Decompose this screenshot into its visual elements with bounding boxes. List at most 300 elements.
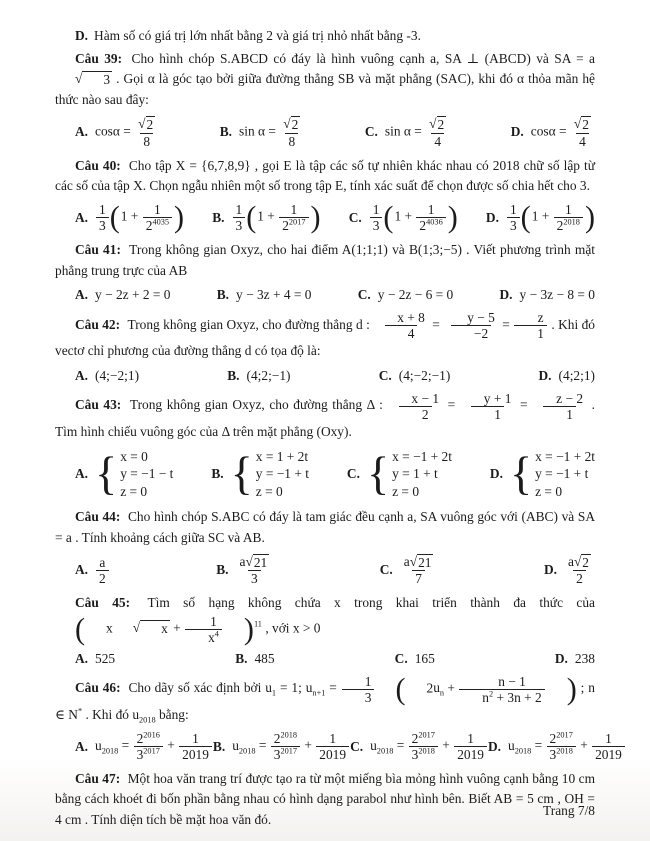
option-value: 165 <box>414 650 435 666</box>
paren-content: 1 + $\frac{1}{2^{2017}}$ <box>256 202 310 233</box>
option-letter: B. <box>212 738 226 754</box>
answer-option <box>216 554 273 586</box>
option-letter: D. <box>538 367 552 383</box>
fraction <box>533 391 586 422</box>
denominator: 1 <box>471 406 504 422</box>
numerator <box>280 116 303 132</box>
superscript: 2016 <box>143 730 160 740</box>
page-number: Trang 7/8 <box>543 803 595 818</box>
denominator: 1 <box>514 325 547 341</box>
power-expression: $2^{2017}$ <box>549 730 573 747</box>
subscript: 2018 <box>238 746 256 756</box>
system-line: z = 0 <box>120 483 148 499</box>
paren-content: 1 + $\frac{1}{2^{4036}}$ <box>393 202 447 233</box>
option-letter: C. <box>357 287 371 303</box>
system-line: y = 1 + t <box>392 466 438 482</box>
option-letter: B. <box>219 124 233 140</box>
system-brace-icon: { <box>366 448 390 500</box>
answer-option <box>544 554 595 586</box>
close-paren: ) <box>243 611 254 646</box>
options-row <box>55 554 595 586</box>
question-body: Cho tập X = {6,7,8,9} , gọi E là tập các số tự nhiên khác nhau có 2018 chữ số lập từ các số của tập X. Chọn ngẫu nhiên một số trong tập E, tính xác suất để chọn được số chia hết cho 3. <box>55 157 596 194</box>
radicand: 2 <box>582 554 589 570</box>
denominator <box>185 629 222 645</box>
paren-content: 1 + $\frac{1}{2^{2018}}$ <box>531 202 585 233</box>
answer-option <box>75 651 115 667</box>
superscript: 2017 <box>288 217 306 227</box>
option-value: $u_{2018}$ = $\frac{2^{2017}}{3^{2018}}$ + $\frac{1}{2019}$ <box>508 731 626 762</box>
question-body: Cho hình chóp S.ABCD có đáy là hình vuông cạnh a, SA ⊥ (ABCD) và SA = a √ 3 . Gọi α là góc tạo bởi giữa đường thẳng SB và mặt phẳng (SAC), khi đó α thỏa mãn hệ thức nào sau đây: <box>55 51 595 107</box>
fraction <box>416 202 445 233</box>
system-line: x = 0 <box>120 448 148 464</box>
question-text <box>55 156 595 197</box>
superscript: 2018 <box>280 730 298 740</box>
option-letter: C. <box>348 209 362 225</box>
system-line: x = 1 + 2t <box>255 448 309 464</box>
sqrt-expression <box>245 554 269 570</box>
numerator: y − 5 <box>467 310 495 326</box>
option-value <box>232 202 321 233</box>
question-label: Câu 46: <box>75 680 125 696</box>
options-row <box>55 368 595 384</box>
superscript: 2017 <box>556 730 573 740</box>
option-letter: C. <box>379 562 393 578</box>
answer-option <box>75 287 171 303</box>
option-letter: D. <box>543 562 557 578</box>
question-text <box>55 507 595 548</box>
fraction <box>96 555 109 586</box>
fraction <box>454 731 487 762</box>
option-letter: B. <box>216 562 229 578</box>
system-line: y = −1 + t <box>255 466 309 482</box>
system-brace-icon: { <box>230 448 253 500</box>
numerator: 1 <box>372 202 380 218</box>
numerator: y + 1 <box>483 390 512 406</box>
numerator: z <box>537 310 544 326</box>
fraction <box>461 391 515 422</box>
subscript-expression: $u_n$ <box>433 680 445 698</box>
subscript-expression: $u_{2018}$ <box>95 737 119 756</box>
numerator: 1 <box>99 202 106 218</box>
answer-option <box>75 555 110 586</box>
denominator: 4 <box>431 133 444 149</box>
answer-option <box>211 448 309 500</box>
question-label: Câu 43: <box>75 397 126 413</box>
answer-option <box>379 368 451 384</box>
paren-group <box>521 202 595 233</box>
option-value: 525 <box>95 650 116 666</box>
numerator: 1 <box>509 202 517 218</box>
power-expression: $2^{2018}$ <box>556 217 580 234</box>
question-block <box>55 49 595 149</box>
question-text <box>55 391 595 442</box>
radicand: 2 <box>146 117 154 133</box>
equation-system <box>95 448 173 500</box>
fraction <box>134 731 163 762</box>
fraction <box>409 731 438 762</box>
denominator: 3 <box>507 217 520 233</box>
option-letter: A. <box>75 738 89 754</box>
question-label: Câu 44: <box>75 509 124 525</box>
option-letter: A. <box>75 124 89 140</box>
option-value: (4;2;1) <box>558 367 595 383</box>
denominator <box>409 746 438 762</box>
subscript: 2018 <box>514 746 532 756</box>
radical-icon: √ <box>132 620 141 636</box>
radical-icon: √ <box>429 116 437 132</box>
radical-icon: √ <box>573 116 582 132</box>
sqrt-expression <box>55 71 112 87</box>
superscript: 2018 <box>418 746 435 756</box>
close-paren: ) <box>447 200 458 235</box>
power-expression: $n^2$ <box>482 689 494 705</box>
option-letter: A. <box>75 466 89 482</box>
answer-option <box>347 448 452 500</box>
close-paren: ) <box>310 200 321 235</box>
question-block <box>55 593 595 666</box>
system-lines <box>120 448 173 500</box>
close-paren: ) <box>566 671 577 706</box>
option-letter: D. <box>487 738 501 754</box>
subscript-expression: $u_1$ <box>265 680 277 698</box>
denominator: 2 <box>399 406 432 422</box>
sqrt-expression <box>283 116 300 132</box>
paren-content: 1 + $\frac{1}{2^{4035}}$ <box>120 202 174 233</box>
numerator: z − 2 <box>556 390 584 406</box>
option-value: cosα = √ 2 4 <box>531 116 595 148</box>
superscript: 4036 <box>426 217 443 227</box>
option-value: $u_{2018}$ = $\frac{2^{2016}}{3^{2017}}$ + $\frac{1}{2019}$ <box>95 731 213 762</box>
numerator <box>134 731 163 746</box>
question-block <box>55 156 595 234</box>
denominator: 3 <box>96 217 109 233</box>
answer-option <box>350 731 488 762</box>
fraction <box>279 202 308 233</box>
option-letter: B. <box>211 466 224 482</box>
question-label: Câu 39: <box>75 51 128 67</box>
equation-system <box>231 448 309 500</box>
numerator: a √ 2 <box>567 553 589 570</box>
question-text <box>55 593 595 644</box>
question-block <box>55 240 595 303</box>
option-letter: D. <box>485 209 499 225</box>
carryover-option-text: Hàm số có giá trị lớn nhất bằng 2 và giá trị nhỏ nhất bằng -3. <box>94 28 421 43</box>
option-letter: B. <box>235 650 248 666</box>
fraction <box>342 674 375 705</box>
fraction <box>507 202 520 233</box>
option-value <box>95 555 110 586</box>
paren-group <box>246 202 320 233</box>
questions-container <box>55 49 622 830</box>
sqrt-expression <box>410 554 434 570</box>
system-lines <box>256 448 309 500</box>
paren-group <box>375 671 577 706</box>
denominator <box>134 746 163 762</box>
answer-option <box>75 202 184 233</box>
numerator <box>271 731 300 746</box>
subscript: 2018 <box>376 746 394 756</box>
answer-option <box>555 651 595 667</box>
fraction <box>547 731 576 762</box>
fraction <box>565 554 594 586</box>
option-letter: A. <box>75 209 89 225</box>
open-paren: ( <box>109 200 120 235</box>
numerator <box>409 731 438 746</box>
power-expression: $3^{2018}$ <box>549 746 573 763</box>
radical-icon: √ <box>138 116 146 132</box>
system-lines <box>535 448 595 500</box>
option-letter: B. <box>216 287 230 303</box>
fraction <box>374 310 428 341</box>
numerator: 1 <box>329 731 337 747</box>
answer-option <box>235 651 274 667</box>
options-row <box>55 287 595 303</box>
fraction <box>571 116 594 148</box>
numerator: 1 <box>564 202 572 218</box>
answer-option <box>213 731 350 762</box>
question-body: Cho dãy số xác định bởi $u_1 = 1$; $u_{n+1}$ = $\frac{1}{3}$ ( $2u_n$ + $\frac{n - 1}{n^2 + 3n + 2}$ ) ; n ∈ N* . Khi đó $u_{2018}$ bằng: <box>55 671 595 725</box>
power-expression: $3^{2018}$ <box>411 746 435 763</box>
system-line: z = 0 <box>535 483 563 499</box>
superscript: * <box>77 706 83 716</box>
close-paren: ) <box>584 200 595 235</box>
open-paren: ( <box>383 200 394 235</box>
fraction <box>514 310 547 341</box>
option-letter: C. <box>394 650 408 666</box>
numerator: 1 <box>154 202 161 218</box>
option-value: y − 2z − 6 = 0 <box>377 287 454 303</box>
denominator: 2 <box>573 570 586 586</box>
option-value: $u_{2018}$ = $\frac{2^{2017}}{3^{2018}}$ + $\frac{1}{2019}$ <box>370 731 488 762</box>
question-text <box>55 310 595 361</box>
system-line: z = 0 <box>255 483 283 499</box>
question-text <box>55 769 595 830</box>
option-value: 238 <box>574 650 595 666</box>
option-value: y − 2z + 2 = 0 <box>95 287 171 303</box>
subscript-expression: $u_{2018}$ <box>508 737 532 756</box>
numerator: 1 <box>210 613 217 629</box>
option-value <box>369 202 458 233</box>
question-text <box>55 240 595 281</box>
superscript: 2017 <box>143 746 160 756</box>
option-value <box>506 202 595 233</box>
open-paren: ( <box>520 200 531 235</box>
paren-group <box>383 202 457 233</box>
superscript: 2018 <box>563 217 580 227</box>
fraction <box>179 731 212 762</box>
subscript-expression: $u_{2018}$ <box>232 737 256 756</box>
option-value <box>236 554 274 586</box>
close-paren: ) <box>174 200 185 235</box>
numerator: a √ 21 <box>403 553 432 570</box>
radical-icon: √ <box>75 71 83 87</box>
options-row <box>55 730 622 763</box>
power-expression: $x^4$ <box>208 629 219 645</box>
answer-option <box>75 116 159 148</box>
subscript-expression: $u_{2018}$ <box>370 737 394 756</box>
option-letter: C. <box>350 738 364 754</box>
superscript: 11 <box>253 619 262 629</box>
fraction <box>96 202 109 233</box>
answer-option <box>75 448 173 500</box>
option-letter: D. <box>554 650 568 666</box>
answer-option <box>227 368 290 384</box>
option-value <box>367 448 452 500</box>
denominator: −2 <box>451 325 491 341</box>
question-body: Trong không gian Oxyz, cho hai điểm A(1;1;1) và B(1;3;−5) . Viết phương trình mặt phẳng trung trực của AB <box>55 242 595 278</box>
fraction <box>271 731 300 762</box>
radical-icon: √ <box>245 553 253 569</box>
answer-option <box>349 202 458 233</box>
denominator: $n^2 + 3n + 2$ <box>459 689 544 705</box>
answer-option <box>380 554 438 586</box>
question-label: Câu 45: <box>75 595 144 611</box>
superscript: 2017 <box>280 746 298 756</box>
power-expression: $2^{4035}$ <box>145 217 170 234</box>
radical-icon: √ <box>409 553 418 569</box>
fraction <box>135 116 158 148</box>
paren-group <box>110 202 184 233</box>
option-letter: D. <box>489 466 503 482</box>
option-value <box>95 448 173 500</box>
power-expression: $2^{2016}$ <box>136 730 160 747</box>
subscript: 2018 <box>139 715 156 725</box>
system-line: x = −1 + 2t <box>535 448 595 464</box>
options-row <box>55 202 595 233</box>
numerator <box>135 116 158 132</box>
answer-option <box>75 368 139 384</box>
sqrt-expression <box>574 116 591 132</box>
denominator: 3 <box>248 570 261 586</box>
denominator: 2019 <box>179 746 212 762</box>
answer-option <box>365 116 450 148</box>
equation-system <box>367 448 452 500</box>
numerator: 1 <box>467 731 474 747</box>
fraction <box>316 731 349 762</box>
radical-icon: √ <box>283 116 291 132</box>
option-value: cosα = √ 2 8 <box>95 116 159 148</box>
system-brace-icon: { <box>509 448 533 500</box>
numerator: 1 <box>192 731 199 747</box>
option-value <box>564 554 595 586</box>
open-paren: ( <box>75 611 86 646</box>
sqrt-expression <box>138 116 155 132</box>
question-label: Câu 40: <box>75 157 125 173</box>
question-block <box>55 769 595 830</box>
answer-option <box>217 287 312 303</box>
radical-icon: √ <box>573 553 582 569</box>
system-lines <box>392 448 452 500</box>
answer-option <box>212 202 320 233</box>
options-row <box>55 448 595 500</box>
numerator: a <box>99 554 106 570</box>
numerator: 1 <box>364 673 372 689</box>
denominator <box>279 217 308 233</box>
power-expression <box>55 611 262 646</box>
equation-system <box>510 448 595 500</box>
fraction <box>401 554 437 586</box>
paren-content: $2u_n$ + $\frac{n - 1}{n^2 + 3n + 2}$ <box>405 674 546 705</box>
radicand: 3 <box>82 71 112 87</box>
option-value: (4;−2;1) <box>95 367 140 383</box>
fraction <box>237 554 273 586</box>
question-body: Trong không gian Oxyz, cho đường thẳng Δ : $\frac{x - 1}{2}$ = $\frac{y + 1}{1}$ = $\frac{z - 2}{1}$ . Tìm hình chiếu vuông góc của Δ trên mặt phẳng (Oxy). <box>55 390 596 439</box>
denominator: 3 <box>342 689 375 705</box>
system-line: x = −1 + 2t <box>392 448 452 464</box>
question-text <box>55 49 595 110</box>
answer-option <box>75 731 213 762</box>
denominator: 2019 <box>592 746 625 762</box>
option-value <box>231 448 309 500</box>
superscript: 4035 <box>152 217 170 227</box>
question-label: Câu 47: <box>75 771 124 787</box>
question-body: Tìm số hạng không chứa x trong khai triển thành đa thức của ( x √ x + $\frac{1}{x^4}$ ) $^{11}$ , với x > 0 <box>55 595 595 635</box>
fraction <box>444 310 498 341</box>
denominator: 2019 <box>454 746 487 762</box>
denominator <box>416 217 445 233</box>
option-value: $u_{2018}$ = $\frac{2^{2018}}{3^{2017}}$ + $\frac{1}{2019}$ <box>232 731 350 762</box>
option-letter: A. <box>75 650 89 666</box>
power-expression: $2^{2017}$ <box>411 730 435 747</box>
power-expression: $2^{4036}$ <box>419 217 443 234</box>
radicand: 2 <box>437 117 445 133</box>
option-letter: B. <box>212 209 225 225</box>
answer-option <box>488 731 626 762</box>
answer-option <box>220 116 305 148</box>
subscript-expression: $u_{n+1}$ <box>305 680 326 698</box>
fraction <box>185 614 222 645</box>
answer-option <box>511 116 595 148</box>
option-letter: D. <box>510 124 524 140</box>
answer-option <box>358 287 454 303</box>
power-expression: $2^{2018}$ <box>273 730 298 747</box>
paren-group <box>55 611 254 646</box>
denominator <box>554 217 583 233</box>
open-paren: ( <box>395 671 406 706</box>
option-value <box>95 202 184 233</box>
denominator <box>547 746 576 762</box>
sqrt-expression <box>113 620 170 636</box>
sqrt-expression <box>429 116 446 132</box>
option-value: sin α = √ 2 8 <box>239 116 304 148</box>
power-expression: N* <box>68 706 83 722</box>
radicand: 21 <box>253 554 268 570</box>
radicand: x <box>140 620 170 636</box>
sqrt-expression <box>574 554 591 570</box>
numerator: x − 1 <box>411 390 440 406</box>
option-letter: A. <box>75 562 89 578</box>
question-body: Trong không gian Oxyz, cho đường thẳng d : $\frac{x + 8}{4}$ = $\frac{y - 5}{-2}$ = $\frac{z}{1}$ . Khi đó vectơ chỉ phương của đường thẳng d có tọa độ là: <box>55 310 596 359</box>
option-value <box>510 448 595 500</box>
numerator: a √ 21 <box>239 553 268 570</box>
subscript: n <box>439 688 445 698</box>
system-line: y = −1 + t <box>535 466 589 482</box>
denominator: 2019 <box>316 746 349 762</box>
superscript: 2017 <box>418 730 435 740</box>
system-line: y = −1 − t <box>120 466 174 482</box>
numerator <box>547 731 576 746</box>
fraction <box>554 202 583 233</box>
denominator: 3 <box>370 217 383 233</box>
denominator <box>271 746 300 762</box>
denominator: 4 <box>576 133 589 149</box>
superscript: 2018 <box>556 746 573 756</box>
fraction <box>388 391 442 422</box>
answer-option <box>539 368 595 384</box>
radicand: 2 <box>582 117 589 133</box>
option-letter: D. <box>499 287 513 303</box>
question-block <box>55 507 595 586</box>
